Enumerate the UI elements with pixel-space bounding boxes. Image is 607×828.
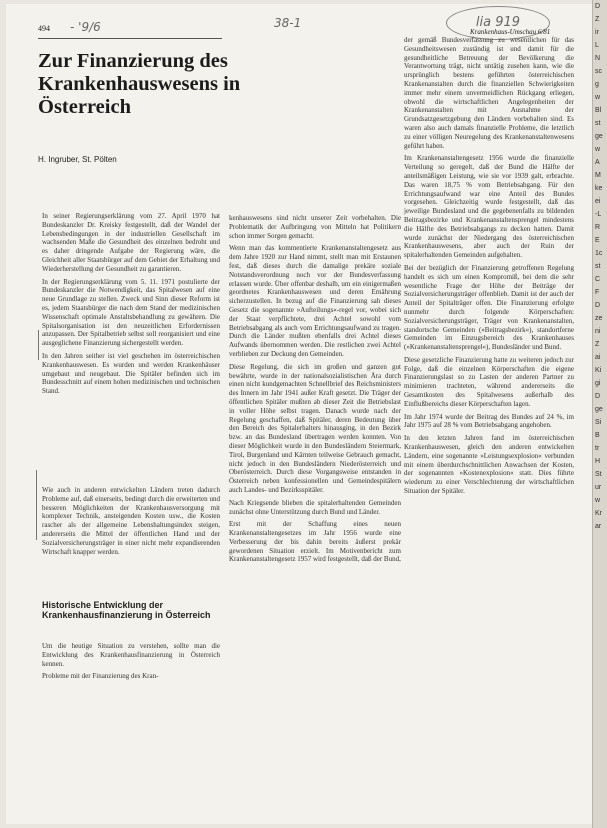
margin-fragment: ni xyxy=(595,328,601,335)
margin-fragment: ar xyxy=(595,523,602,530)
column-2 xyxy=(229,214,401,810)
paragraph: In den Jahren seither ist viel geschehen im österreichischen Krankenhauswesen. Es wurden und werden Krankenhäuser umgebaut und neugebaut. Die Spitäler befinden sich im Bundesschnitt auf einem hohen medizinischen und technischen Stand. xyxy=(42,351,220,396)
column-1-top xyxy=(42,212,220,438)
margin-fragment: N xyxy=(595,55,601,62)
margin-fragment: gi xyxy=(595,380,601,387)
paragraph: Erst mit der Schaffung eines neuen Krankenanstaltengesetzes im Jahr 1956 wurde eine Verbesserung der bis dahin bereits äußerst prekär gewordenen Situation erzielt. Im Motivenbericht zum Krankenanstaltengesetz 1957 wird festgestellt, daß der Bund, xyxy=(229,520,401,564)
margin-fragment: tr xyxy=(595,445,600,452)
header-rule xyxy=(38,38,222,39)
adjacent-page-margin xyxy=(592,0,607,828)
margin-fragment: Bl xyxy=(595,107,602,114)
column-1-middle xyxy=(42,486,220,586)
margin-fragment: E xyxy=(595,237,600,244)
paragraph: der gemäß Bundesverfassung zu wesentlichen für das Gesundheitswesen zuständig ist und damit für die gesundheitliche Betreuung der Bevölkerung die Verantwortung trägt, nicht untätig zusehen kann, wie die ursprünglich bestens geführten österreichischen Krankenanstalten durch die finanziellen Schwierigkeiten immer mehr einem unvermeidlichen Rückgang erliegen, obwohl die wirtschaftlichen Angelegenheiten der Krankenanstalten mit Ausnahme der Grundsatzgesetzgebung den Ländern vorbehalten sind. Es waren also auch damals finanzielle Probleme, die letztlich zu einer völligen Neuregelung des Krankenanstaltenwesens geführt haben. xyxy=(404,36,574,150)
margin-fragment: ei xyxy=(595,198,601,205)
article-title: Zur Finanzierung des Krankenhauswesens in Österreich xyxy=(38,50,241,118)
margin-fragment: B xyxy=(595,432,600,439)
margin-fragment: M xyxy=(595,172,601,179)
margin-fragment: sc xyxy=(595,68,602,75)
margin-fragment: D xyxy=(595,393,601,400)
margin-fragment: w xyxy=(595,146,601,153)
margin-fragment: Ki xyxy=(595,367,602,374)
paragraph: Um die heutige Situation zu verstehen, sollte man die Entwicklung des Krankenhausfinanzierung in Österreich kennen. xyxy=(42,642,220,668)
margin-fragment: D xyxy=(595,3,601,10)
margin-fragment: Kr xyxy=(595,510,602,517)
paragraph: kenhauswesens sind nicht unserer Zeit vorbehalten. Die Problematik der Aufbringung von Mitteln hat Politikern schon immer Sorgen gemacht. xyxy=(229,214,401,240)
handwritten-note-mid: 38-1 xyxy=(274,16,302,30)
margin-fragment: -L xyxy=(595,211,602,218)
margin-fragment: F xyxy=(595,289,600,296)
margin-fragment: Si xyxy=(595,419,602,426)
paragraph: In den letzten Jahren fand im österreichischen Krankenhauswesen, gleich den anderen entwickelten Ländern, eine sogenannte »Leistungsexplosion« verbunden mit einem überdurchschnittlichen Anwachsen der Kosten, der sogenannten »Kostenexplosion« statt. Dies führte wiederum zu einer Verschlechterung der wirtschaftlichen Situation der Spitäler. xyxy=(404,434,574,496)
paragraph: Diese gesetzliche Finanzierung hatte zu weiteren jedoch zur Folge, daß die einzelnen Körperschaften die eigene Finanzierungslast so zu Lasten der anderen Partner zu minimieren trachteten, während andererseits die Gesamtkosten des Spitalwesens außerhalb des Einflußbereichs dieser Körperschaften lagen. xyxy=(404,355,574,408)
paragraph: In der Regierungserklärung vom 5. 11. 1971 postulierte der Bundeskanzler die Notwendigkeit, das Spitalwesen auf eine neue Grundlage zu stellen. Zweck und Sinn dieser Reform ist es, jedem Staatsbürger die nach dem Stand der medizinischen Wissenschaft optimale Anstaltsbehandlung zu gewähren. Die Spitalsorganisation ist den neuzeitlichen Erfordernissen anzupassen. Der Spitalbetrieb selbst soll reorganisiert und eine ausgeglichene Finanzierung sichergestellt werden. xyxy=(42,277,220,348)
margin-fragment: ge xyxy=(595,133,603,140)
margin-pen-mark xyxy=(38,330,39,360)
paragraph: Nach Kriegsende blieben die spitalerhaltenden Gemeinden zunächst ohne Unterstützung durch Bund und Länder. xyxy=(229,498,401,516)
margin-fragment: Z xyxy=(595,341,600,348)
margin-fragment: Z xyxy=(595,16,600,23)
margin-fragment: w xyxy=(595,94,601,101)
paragraph: Im Jahr 1974 wurde der Beitrag des Bundes auf 24 %, im Jahr 1975 auf 28 % vom Betriebsabgang angehoben. xyxy=(404,412,574,430)
margin-fragment: st xyxy=(595,263,601,270)
section-heading: Historische Entwicklung der Krankenhausfinanzierung in Österreich xyxy=(42,600,211,620)
column-1-bottom xyxy=(42,642,220,758)
column-3 xyxy=(404,36,574,816)
margin-pen-mark xyxy=(36,470,37,540)
paragraph: Bei der bezüglich der Finanzierung getroffenen Regelung handelt es sich um einen Kompromiß, bei dem die sehr wesentliche Frage der Höhe der Beiträge der Sozialversicherungsträger offenblieb. Damit ist der auch der Anteil der Spitalträger offen. Die Finanzierung erfolgte nunmehr durch folgende Körperschaften: Sozialversicherungsträger, Träger von Krankenanstalten, standortsche Gemeinden (»Beitragsbezirk«), standortferne Gemeinden im Einzugsbereich des Krankenhauses (»Krankenanstaltensprengel«), Bundesländer und Bund. xyxy=(404,263,574,352)
margin-fragment: w xyxy=(595,497,601,504)
margin-fragment: A xyxy=(595,159,600,166)
paragraph: Diese Regelung, die sich im großen und ganzen gut bewährte, wurde in der nationalsozialistischen Ära durch einen nicht kundgemachten Schnellbrief des Reichsministers des Innern im Jahr 1941 außer Kraft gesetzt. Die Träger der öffentlichen Spitäler mußten ab dieser Zeit die Betriebslast in voller Höhe selbst tragen. Danach wurde nach der Regelung geschaffen, daß Spitäler, deren Bedeutung über den Bereich des Spitalerhalters hinausging, in den Bezirk bzw. an das Bundesland übertragen werden konnten. Von dieser Möglichkeit wurde in den Bundesländern Steiermark, Tirol, Burgenland und Kärnten teilweise Gebrauch gemacht, nicht jedoch in den Bundesländern Niederösterreich und Oberösterreich. Durch diese Vorgangsweise entstanden in Österreich neben konfessionellen und Gemeindespitälern auch Landes- und Bezirksspitäler. xyxy=(229,362,401,494)
margin-fragment: C xyxy=(595,276,601,283)
page-number: 494 xyxy=(38,24,50,33)
margin-fragment: g xyxy=(595,81,599,88)
margin-fragment: ur xyxy=(595,484,602,491)
margin-fragment: St xyxy=(595,471,602,478)
margin-fragment: H xyxy=(595,458,601,465)
journal-reference: Krankenhaus-Umschau 6/81 xyxy=(470,28,551,36)
paragraph: Im Krankenanstaltengesetz 1956 wurde die finanzielle Verteilung so geregelt, daß der Bund die Hälfte der anteilsmäßigen Leistung, wie sie vor 1939 galt, erbrachte. Das waren 18,75 % vom Betriebsabgang. Für den Errichtungsaufwand war eine Anteil des Bundes vorgesehen. Gleichzeitig wurde festgestellt, daß das jeweilige Bundesland und die gegebenenfalls zu bildenden Beitragsbezirke und Krankenanstaltensprengel mindestens die Hälfte des Betriebsabgangs zu decken hatten. Damit wurde zunächst der Niedergang des österreichischen Krankenhauswesens, aber auch der Ruin der spitalerhaltenden Gemeinden aufgehalten. xyxy=(404,154,574,260)
margin-fragment: L xyxy=(595,42,599,49)
paragraph: Wenn man das kommentierte Krankenanstaltengesetz aus dem Jahre 1920 zur Hand nimmt, stellt man mit Erstaunen fest, daß dieses durch die damalige prekäre soziale Notstandsverordnung noch vor der Bundesverfassung erlassen wurde. Über offenbar deshalb, um ein einigermaßen geordnetes Krankenhauswesen und deren Ernährung sicherzustellen. In bezug auf die Finanzierung sah dieses Gesetz die sogenannte »Aufteilungs«-regel vor, wobei sich der Staat verpflichtete, drei Achtel sowohl vom Betriebsabgang als auch vom Errichtungsaufwand zu tragen. Durch die Länder mußten ebenfalls drei Achtel dieses Aufwands übernommen werden. Die restlichen zwei Achtel verblieben zur Deckung den Gemeinden. xyxy=(229,244,401,358)
margin-fragment: ir xyxy=(595,29,599,36)
margin-fragment: st xyxy=(595,120,601,127)
paragraph: In seiner Regierungserklärung vom 27. April 1970 hat Bundeskanzler Dr. Kreisky festgestellt, daß der Wandel der Lebensbedingungen in der industriellen Gesellschaft im wachsenden Maße die Gesundheit des einzelnen bedroht und es daher dringende Aufgabe der Regierung wäre, die Gleichheit aller Staatsbürger auf dem Gebiet der Erhaltung und Wiederherstellung der Gesundheit zu garantieren. xyxy=(42,212,220,273)
paragraph: Wie auch in anderen entwickelten Ländern treten dadurch Probleme auf, daß einerseits, bedingt durch die erweiterten und besseren Möglichkeiten der Krankenhausversorgung mit komplexer Technik, ansteigenden Kosten usw., die Kosten rascher als der allgemeine Lebenshaltungsindex steigen, andererseits die Mittel der öffentlichen Hand und der Sozialversicherungsträger in einer nicht mehr expandierenden Wirtschaft knapper werden. xyxy=(42,486,220,556)
handwritten-note-left: - '9/6 xyxy=(70,20,101,34)
margin-fragment: 1c xyxy=(595,250,603,257)
article-author: H. Ingruber, St. Pölten xyxy=(38,155,117,164)
margin-fragment: D xyxy=(595,302,601,309)
paragraph: Probleme mit der Finanzierung des Kran- xyxy=(42,672,159,681)
margin-fragment: ze xyxy=(595,315,603,322)
margin-fragment: ai xyxy=(595,354,601,361)
margin-fragment: R xyxy=(595,224,601,231)
margin-fragment: ke xyxy=(595,185,603,192)
handwritten-note-right: lia 919 xyxy=(446,6,550,40)
margin-fragment: ge xyxy=(595,406,603,413)
